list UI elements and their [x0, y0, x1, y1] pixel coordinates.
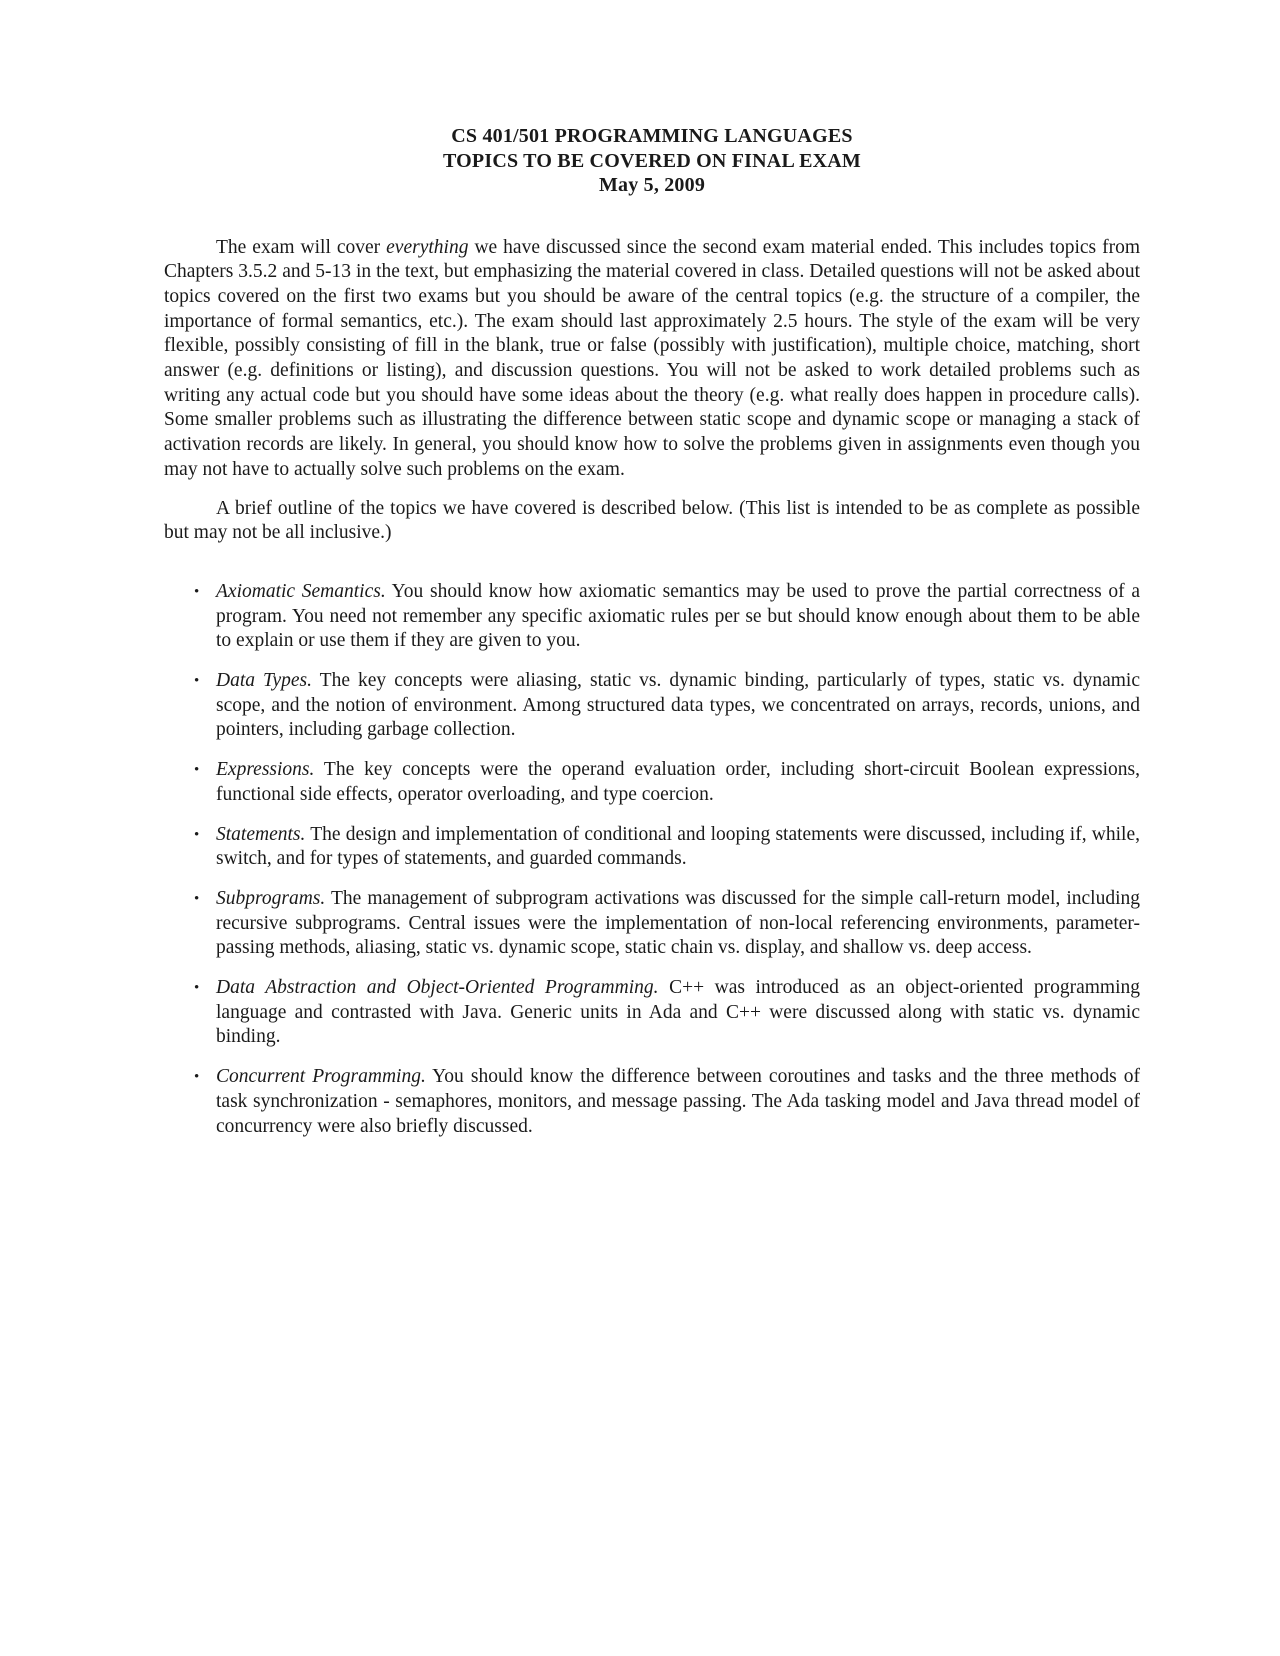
topic-data-abstraction-oop	[164, 976, 1140, 1050]
bullet-icon: •	[194, 583, 200, 600]
bullet-icon: •	[194, 826, 200, 843]
topic-text: You should know how axiomatic semantics may be used to prove the partial correctness of a program. You need not remember any specific axiomatic rules per se but should know enough about them to be able to explain or use them if they are given to you.	[216, 580, 1140, 652]
bullet-icon: •	[194, 673, 200, 690]
topic-text: C++ was introduced as an object-oriented programming language and contrasted with Java. Generic units in Ada and C++ were discussed along with static vs. dynamic binding.	[216, 977, 1140, 1048]
topic-name: Subprograms.	[216, 887, 326, 909]
topic-name: Concurrent Programming.	[216, 1066, 426, 1088]
bullet-icon: •	[194, 980, 200, 997]
bullet-icon: •	[194, 1069, 200, 1086]
topic-text: You should know the difference between coroutines and tasks and the three methods of task synchronization - semaphores, monitors, and message passing. The Ada tasking model and Java thread model of concurrency were also briefly discussed.	[216, 1066, 1140, 1137]
outline-paragraph: A brief outline of the topics we have covered is described below. (This list is intended to be as complete as possible but may not be all inclusive.)	[164, 497, 1140, 544]
course-title: CS 401/501 PROGRAMMING LANGUAGES	[451, 125, 853, 147]
document-page	[164, 124, 1140, 1154]
topic-data-types	[164, 669, 1140, 743]
topic-subprograms	[164, 887, 1140, 961]
bullet-icon: •	[194, 890, 200, 907]
topic-text: The key concepts were the operand evaluation order, including short-circuit Boolean expressions, functional side effects, operator overloading, and type coercion.	[216, 759, 1140, 805]
intro-paragraph: The exam will cover everything we have discussed since the second exam material ended. This includes topics from Chapters 3.5.2 and 5-13 in the text, but emphasizing the material covered in class. Detailed questions will not be asked about topics covered on the first two exams but you should be aware of the central topics (e.g. the structure of a compiler, the importance of formal semantics, etc.). The exam should last approximately 2.5 hours. The style of the exam will be very flexible, possibly consisting of fill in the blank, true or false (possibly with justification), multiple choice, matching, short answer (e.g. definitions or listing), and discussion questions. You will not be asked to work detailed problems such as writing any actual code but you should have some ideas about the theory (e.g. what really does happen in procedure calls). Some smaller problems such as illustrating the difference between static scope and dynamic scope or managing a stack of activation records are likely. In general, you should know how to solve the problems given in assignments even though you may not have to actually solve such problems on the exam.	[164, 236, 1141, 480]
topic-expressions	[164, 758, 1140, 807]
topic-name: Data Types.	[216, 670, 312, 692]
title-block	[164, 124, 1140, 198]
bullet-icon: •	[194, 762, 200, 779]
document-subtitle: TOPICS TO BE COVERED ON FINAL EXAM	[443, 149, 861, 172]
topic-text: The design and implementation of conditional and looping statements were discussed, including if, while, switch, and for types of statements, and guarded commands.	[216, 823, 1140, 870]
topics-list	[164, 580, 1140, 1139]
topic-name: Expressions.	[216, 759, 315, 781]
topic-axiomatic-semantics	[164, 580, 1140, 654]
topic-name: Data Abstraction and Object-Oriented Programming.	[216, 977, 659, 999]
topic-text: The management of subprogram activations was discussed for the simple call-return model, including recursive subprograms. Central issues were the implementation of non-local referencing environments, parameter-passing methods, aliasing, static vs. dynamic scope, static chain vs. display, and shallow vs. deep access.	[216, 887, 1140, 959]
topic-concurrent-programming	[164, 1065, 1140, 1139]
emphasis-everything: everything	[386, 236, 469, 258]
topic-name: Axiomatic Semantics.	[216, 580, 386, 602]
topic-name: Statements.	[216, 823, 306, 845]
topic-text: The key concepts were aliasing, static vs. dynamic binding, particularly of types, static vs. dynamic scope, and the notion of environment. Among structured data types, we concentrated on arrays, records, unions, and pointers, including garbage collection.	[216, 670, 1141, 741]
document-date: May 5, 2009	[598, 174, 706, 196]
topic-statements	[164, 823, 1140, 872]
